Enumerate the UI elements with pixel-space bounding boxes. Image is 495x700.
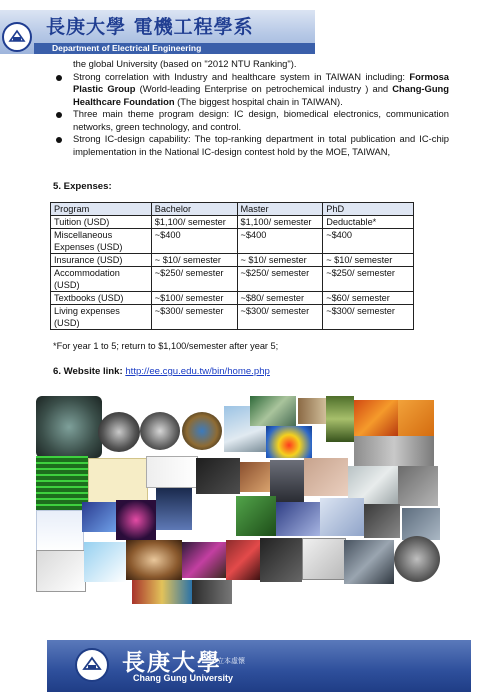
table-row	[51, 216, 414, 229]
green-circuit-image	[36, 456, 88, 510]
table-cell: ~$250/ semester	[151, 267, 237, 292]
university-name-chinese: 長庚大學	[122, 650, 222, 676]
table-cell: ~$60/ semester	[323, 292, 414, 305]
simulation-image	[82, 502, 116, 532]
table-cell: ~$250/ semester	[323, 267, 414, 292]
website-heading: 6. Website link:	[53, 366, 126, 377]
header-banner	[0, 10, 315, 54]
university-logo-icon	[75, 648, 109, 682]
footer-banner	[47, 640, 471, 692]
column-header: Program	[51, 203, 152, 216]
waveform-image	[302, 538, 346, 580]
table-row	[51, 267, 414, 292]
university-motto: 立本虛懷	[217, 657, 245, 665]
lab-photo-image	[240, 462, 270, 492]
brain-scan-image	[36, 396, 102, 458]
cell-image	[182, 542, 226, 578]
signal-plot-image	[156, 488, 192, 530]
schematic-image	[146, 456, 198, 488]
table-cell: Insurance (USD)	[51, 254, 152, 267]
chang-gung-healthcare-bold: Chang-Gung Healthcare Foundation	[73, 83, 450, 107]
table-cell: Deductable*	[323, 216, 414, 229]
3d-surface-image	[354, 400, 398, 436]
machine-image	[344, 540, 394, 584]
table-cell: $1,100/ semester	[151, 216, 237, 229]
column-header: PhD	[323, 203, 414, 216]
website-section	[53, 366, 270, 377]
table-cell: ~$100/ semester	[151, 292, 237, 305]
network-diagram-image	[36, 510, 84, 552]
table-row	[51, 229, 414, 254]
table-cell: Miscellaneous Expenses (USD)	[51, 229, 152, 254]
table-row	[51, 292, 414, 305]
table-header-row	[51, 203, 414, 216]
microscope-grid-image	[354, 436, 434, 466]
column-header: Master	[237, 203, 323, 216]
research-photo-collage	[36, 396, 443, 608]
table-cell: ~ $10/ semester	[323, 254, 414, 267]
fluorescence-image	[116, 500, 156, 540]
table-cell: ~$80/ semester	[237, 292, 323, 305]
formosa-plastic-bold: Formosa Plastic Group	[73, 70, 449, 94]
pcb-layout-image	[226, 540, 260, 580]
list-item-ic-design: Strong IC-design capability: The top-ranking department in total publication and IC-chip implementation in the National IC-design contest hold by the MOE, TAIWAN,	[53, 133, 449, 158]
researcher-photo-image	[304, 458, 348, 496]
chart-image	[84, 542, 126, 582]
table-cell: Accommodation (USD)	[51, 267, 152, 292]
screen-capture-image	[36, 550, 86, 592]
university-name-english: Chang Gung University	[133, 673, 234, 683]
embryo-image	[126, 540, 182, 580]
software-screen-image	[276, 502, 320, 536]
robot-image	[364, 504, 400, 538]
table-cell: ~$300/ semester	[323, 305, 414, 330]
table-cell: ~$400	[237, 229, 323, 254]
3d-surface-image	[398, 400, 434, 436]
bullet-dot-icon	[56, 137, 62, 143]
pcb-board-image	[236, 496, 276, 536]
pcb-strip-image	[132, 580, 192, 604]
circuit-board-image	[250, 396, 296, 426]
software-screen-image	[320, 498, 364, 536]
list-item-continuation: the global University (based on "2012 NTU Ranking").	[73, 58, 297, 69]
brain-mri-image	[140, 412, 180, 450]
feature-list	[53, 58, 449, 158]
bullet-dot-icon	[56, 75, 62, 81]
table-cell: ~$400	[323, 229, 414, 254]
expenses-footnote: *For year 1 to 5; return to $1,100/semester after year 5;	[53, 341, 279, 351]
heatmap-image	[266, 426, 312, 458]
robot-image	[402, 508, 440, 540]
website-link[interactable]: http://ee.cgu.edu.tw/bin/home.php	[125, 366, 270, 377]
electronics-photo-image	[196, 458, 240, 494]
table-cell: ~ $10/ semester	[151, 254, 237, 267]
table-cell: ~$250/ semester	[237, 267, 323, 292]
table-cell: Textbooks (USD)	[51, 292, 152, 305]
table-cell: Living expenses (USD)	[51, 305, 152, 330]
brain-mri-image	[98, 412, 140, 452]
column-header: Bachelor	[151, 203, 237, 216]
bullet-dot-icon	[56, 112, 62, 118]
department-subtitle: Department of Electrical Engineering	[52, 43, 202, 53]
dish-antenna-image	[394, 536, 440, 582]
brain-mri-image	[182, 412, 222, 450]
microscope-image	[326, 396, 354, 442]
lab-photo-image	[192, 580, 232, 604]
table-cell: $1,100/ semester	[237, 216, 323, 229]
block-diagram-image	[88, 458, 148, 504]
table-cell: Tuition (USD)	[51, 216, 152, 229]
chip-die-image	[260, 538, 302, 582]
university-logo-icon	[2, 22, 32, 52]
list-item-themes: Three main theme program design: IC design, biomedical electronics, communication networks, green technology, and control.	[53, 108, 449, 133]
table-cell: ~$300/ semester	[237, 305, 323, 330]
table-row	[51, 254, 414, 267]
expenses-heading: 5. Expenses:	[53, 181, 112, 192]
expenses-table	[50, 202, 414, 330]
table-cell: ~$300/ semester	[151, 305, 237, 330]
department-title: 長庚大學 電機工程學系	[46, 16, 254, 38]
list-item-industry: Strong correlation with Industry and healthcare system in TAIWAN including: Formosa Plastic Group (World-leading Enterprise on petrochemical industry ) and Chang-Gung Healthcare Foundation (The biggest hospital chain in TAIWAN).	[53, 71, 449, 109]
table-cell: ~ $10/ semester	[237, 254, 323, 267]
device-photo-image	[398, 466, 438, 506]
table-row	[51, 305, 414, 330]
table-cell: ~$400	[151, 229, 237, 254]
chip-photo-image	[298, 398, 328, 424]
